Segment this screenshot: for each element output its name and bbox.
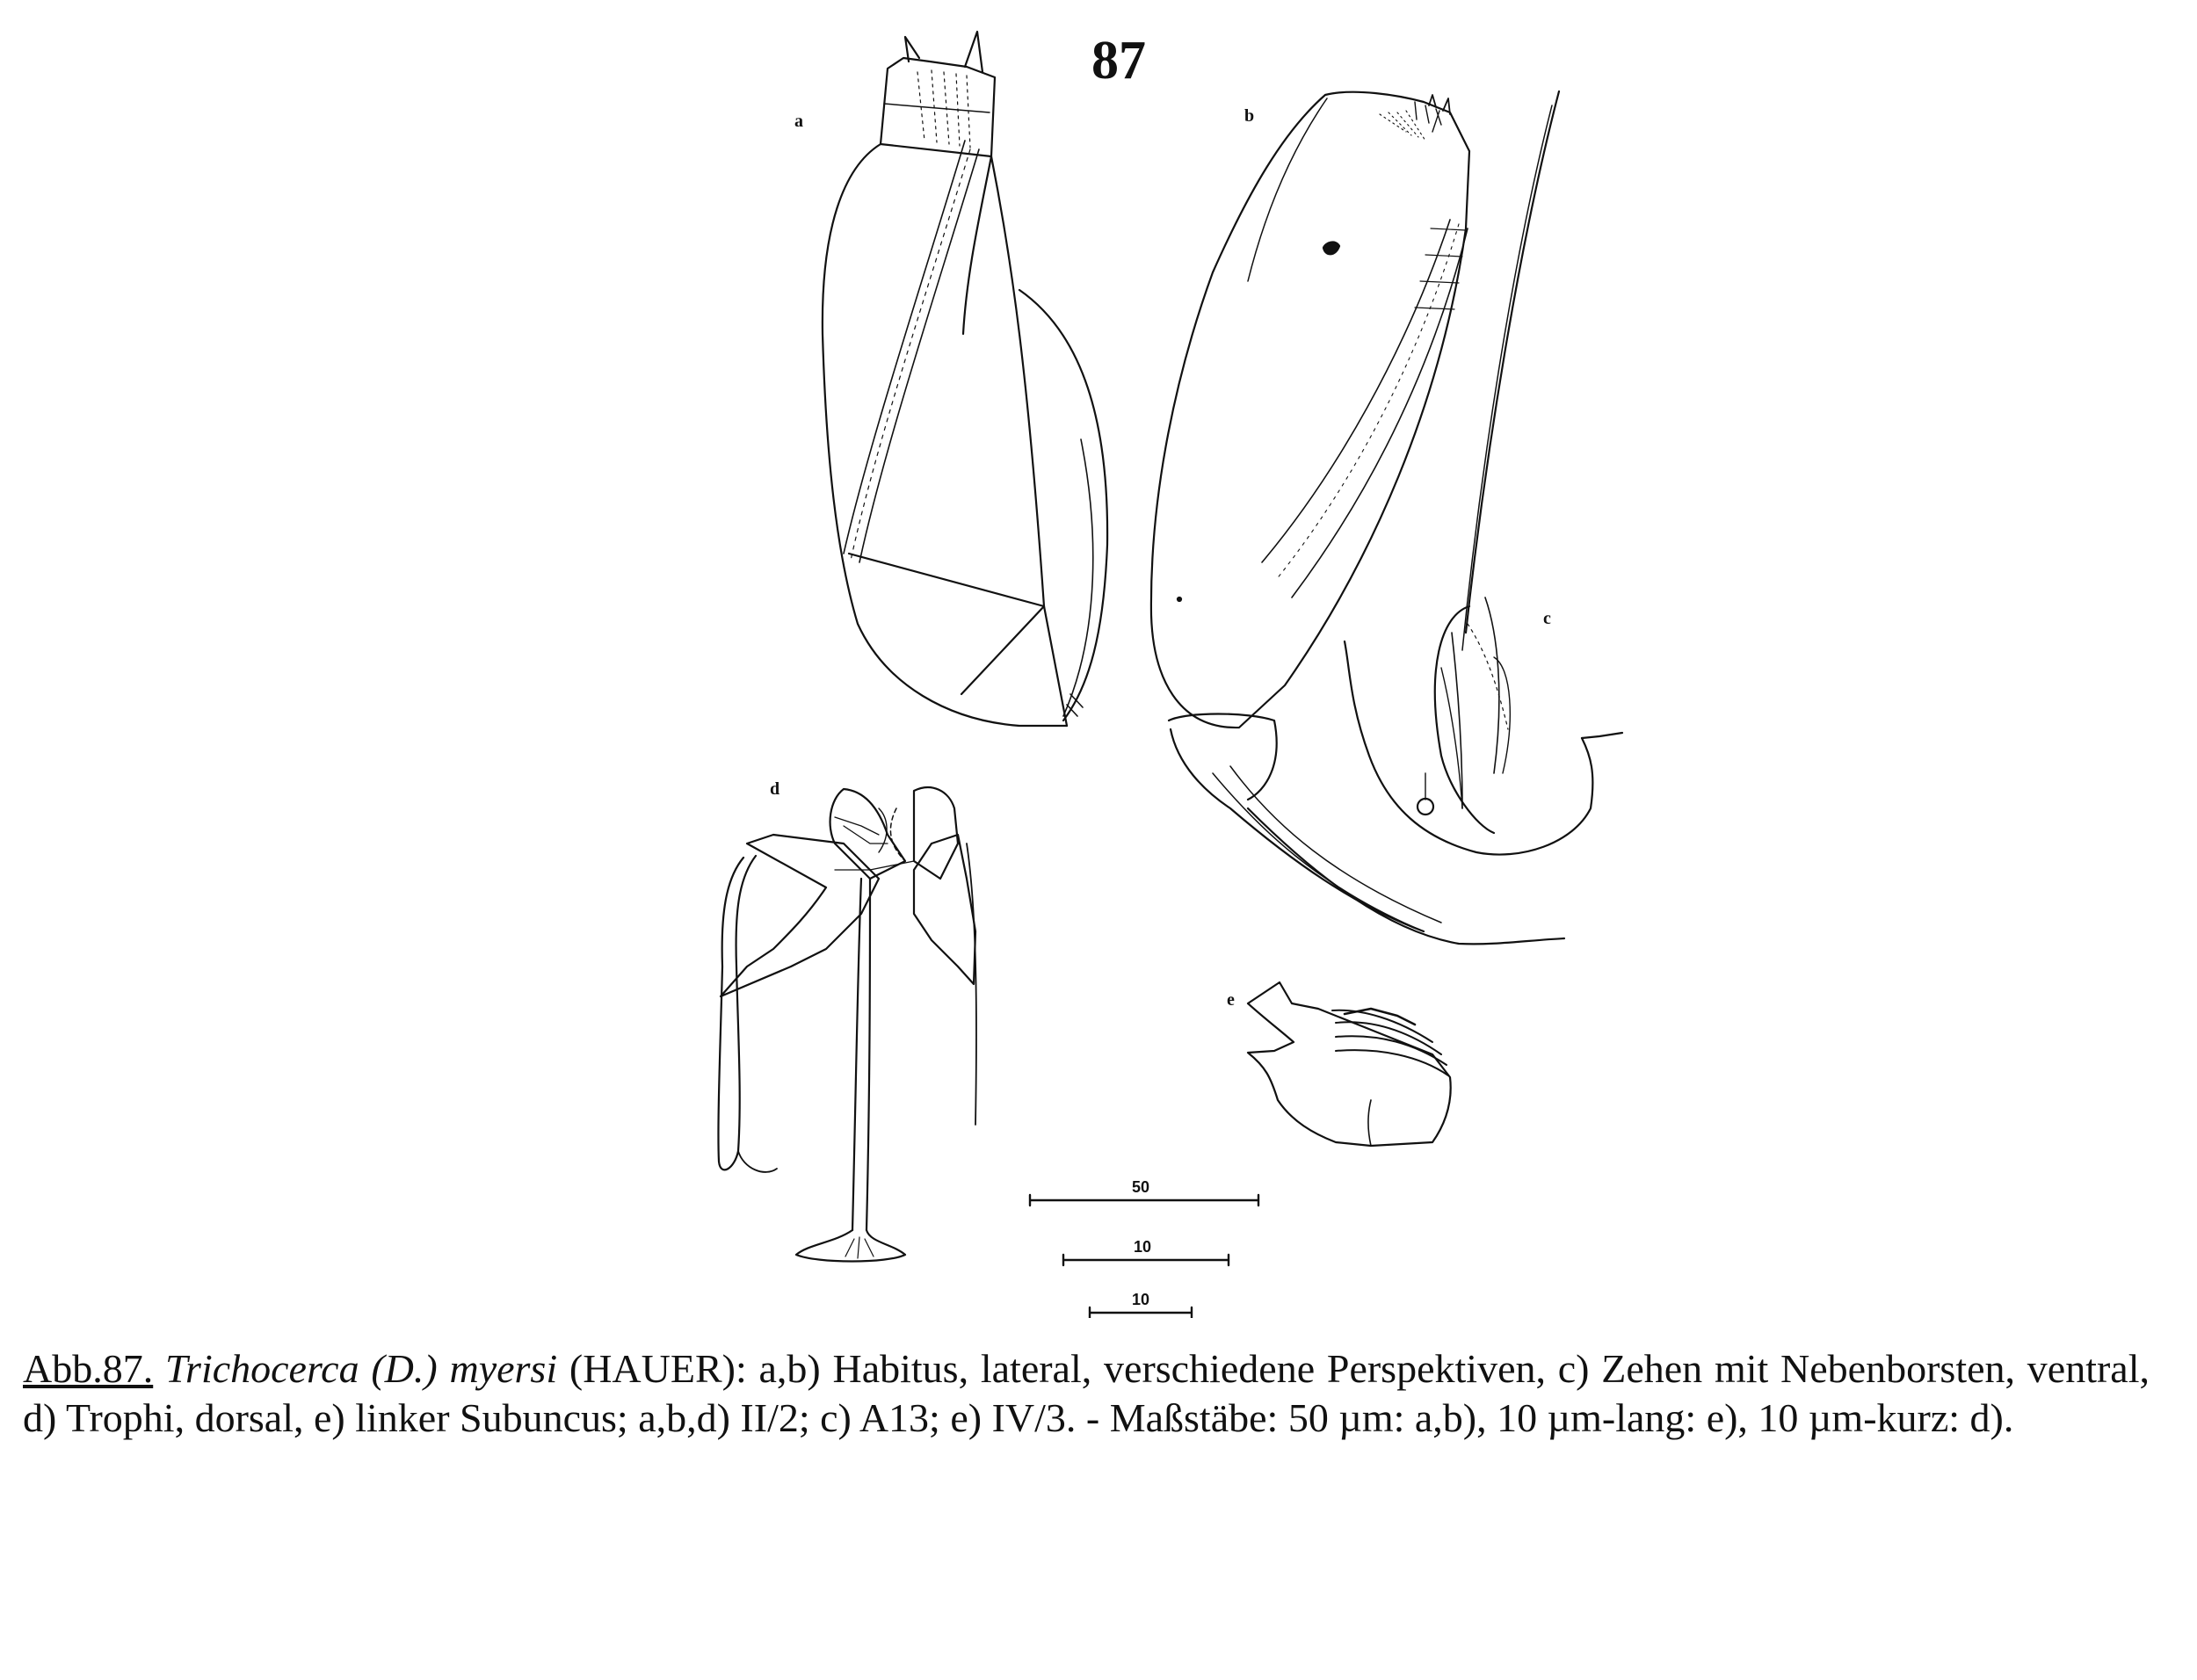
figure-caption	[23, 1344, 2150, 1443]
plate-number: 87	[1091, 31, 1146, 91]
habitus-figure-a	[823, 32, 1107, 726]
panel-label-c: c	[1543, 609, 1551, 628]
panel-label-d: d	[770, 779, 780, 799]
scale-bar-50-label: 50	[1132, 1178, 1150, 1196]
trophi-figure-d	[718, 787, 976, 1261]
toes-figure-c	[1345, 91, 1622, 855]
panel-label-b: b	[1244, 106, 1255, 126]
habitus-figure-b	[1151, 92, 1564, 945]
scale-bar-10-long-label: 10	[1134, 1238, 1152, 1256]
scale-bar-10-short-label: 10	[1132, 1291, 1150, 1308]
panel-label-a: a	[794, 112, 803, 131]
figure-ref: Abb.87.	[23, 1346, 154, 1391]
caption-text: (HAUER): a,b) Habitus, lateral, verschiedene Perspektiven, c) Zehen mit Nebenborsten, ventral, d) Trophi, dorsal, e) linker Subuncus; a,b,d) II/2; c) A13; e) IV/3. - Maßstäbe: 50 µm: a,b), 10 µm-lang: e), 10 µm-kurz: d).	[23, 1346, 2150, 1440]
panel-label-e: e	[1227, 990, 1235, 1010]
subuncus-figure-e	[1248, 982, 1451, 1146]
taxon-name: Trichocerca (D.) myersi	[165, 1346, 558, 1391]
